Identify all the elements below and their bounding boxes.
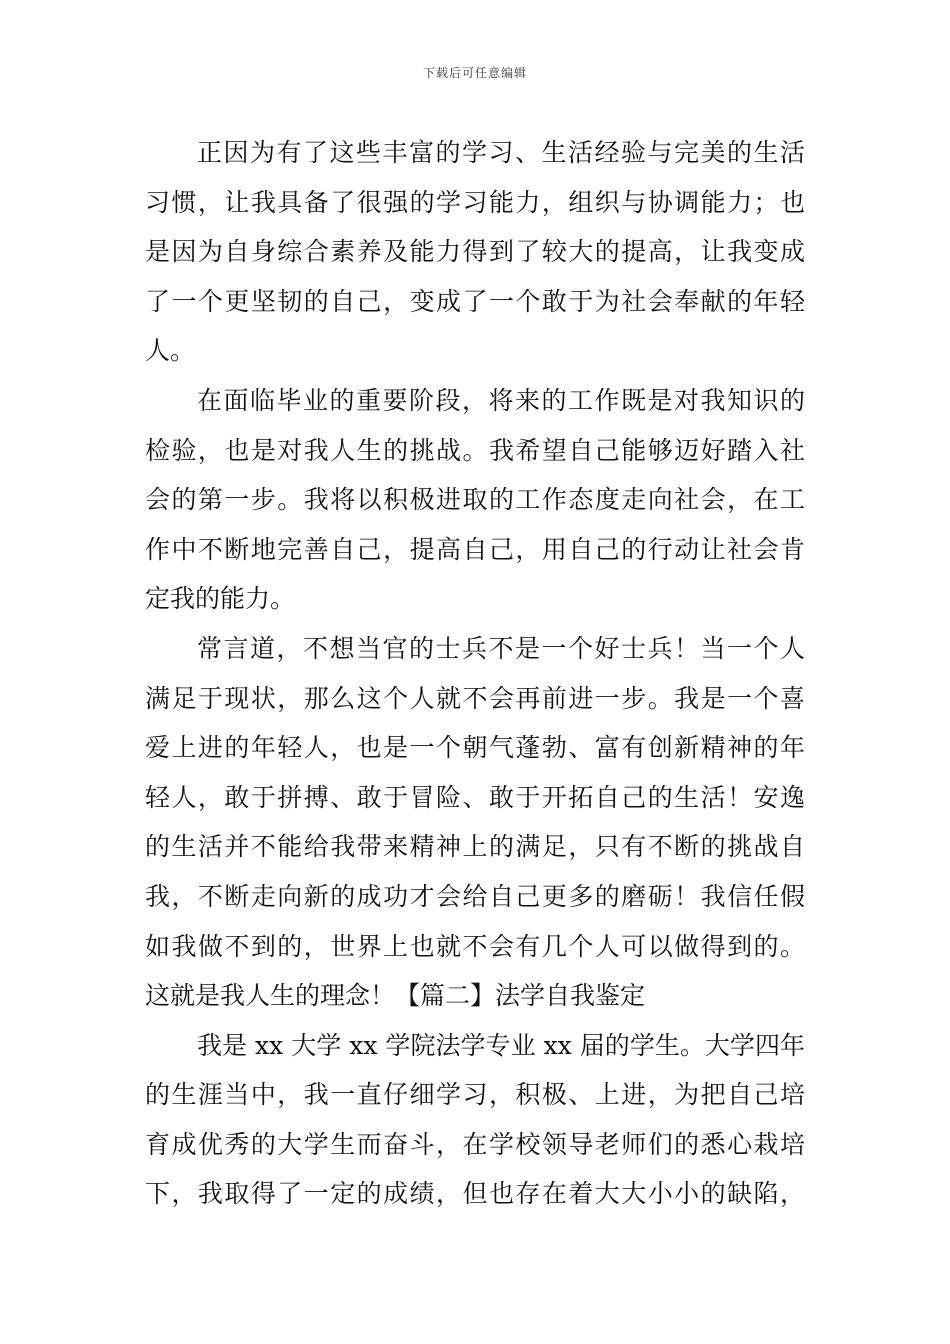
text-line: 育成优秀的大学生而奋斗，在学校领导老师们的悉心栽培	[145, 1129, 805, 1159]
text-line: 下，我取得了一定的成绩，但也存在着大大小小的缺陷，	[145, 1179, 805, 1209]
text-line: 作中不断地完善自己，提高自己，用自己的行动让社会肯	[145, 534, 805, 564]
text-line: 人。	[145, 336, 196, 366]
text-line: 这就是我人生的理念！【篇二】法学自我鉴定	[145, 981, 646, 1011]
text-line: 在面临毕业的重要阶段，将来的工作既是对我知识的	[197, 385, 805, 415]
text-line: 会的第一步。我将以积极进取的工作态度走向社会，在工	[145, 485, 805, 515]
text-line: 满足于现状，那么这个人就不会再前进一步。我是一个喜	[145, 683, 805, 713]
text-line: 正因为有了这些丰富的学习、生活经验与完美的生活	[197, 138, 805, 167]
text-line: 轻人，敢于拼搏、敢于冒险、敢于开拓自己的生活！安逸	[145, 782, 805, 812]
text-line: 是因为自身综合素养及能力得到了较大的提高，让我变成	[145, 237, 805, 267]
text-line: 定我的能力。	[145, 584, 296, 614]
text-line: 常言道，不想当官的士兵不是一个好士兵！当一个人	[197, 633, 805, 663]
text-line: 习惯，让我具备了很强的学习能力，组织与协调能力；也	[145, 187, 805, 217]
document-body	[145, 128, 805, 1219]
text-line: 爱上进的年轻人，也是一个朝气蓬勃、富有创新精神的年	[145, 733, 805, 763]
text-line: 如我做不到的，世界上也就不会有几个人可以做得到的。	[145, 931, 805, 961]
text-line: 了一个更坚韧的自己，变成了一个敢于为社会奉献的年轻	[145, 286, 805, 316]
text-line: 的生涯当中，我一直仔细学习，积极、上进，为把自己培	[145, 1080, 805, 1110]
text-line: 的生活并不能给我带来精神上的满足，只有不断的挑战自	[145, 832, 805, 862]
text-line: 我是 xx 大学 xx 学院法学专业 xx 届的学生。大学四年	[197, 1030, 805, 1060]
text-line: 我，不断走向新的成功才会给自己更多的磨砺！我信任假	[145, 881, 805, 911]
text-line: 检验，也是对我人生的挑战。我希望自己能够迈好踏入社	[145, 435, 805, 465]
page-header: 下载后可任意编辑	[422, 66, 527, 80]
